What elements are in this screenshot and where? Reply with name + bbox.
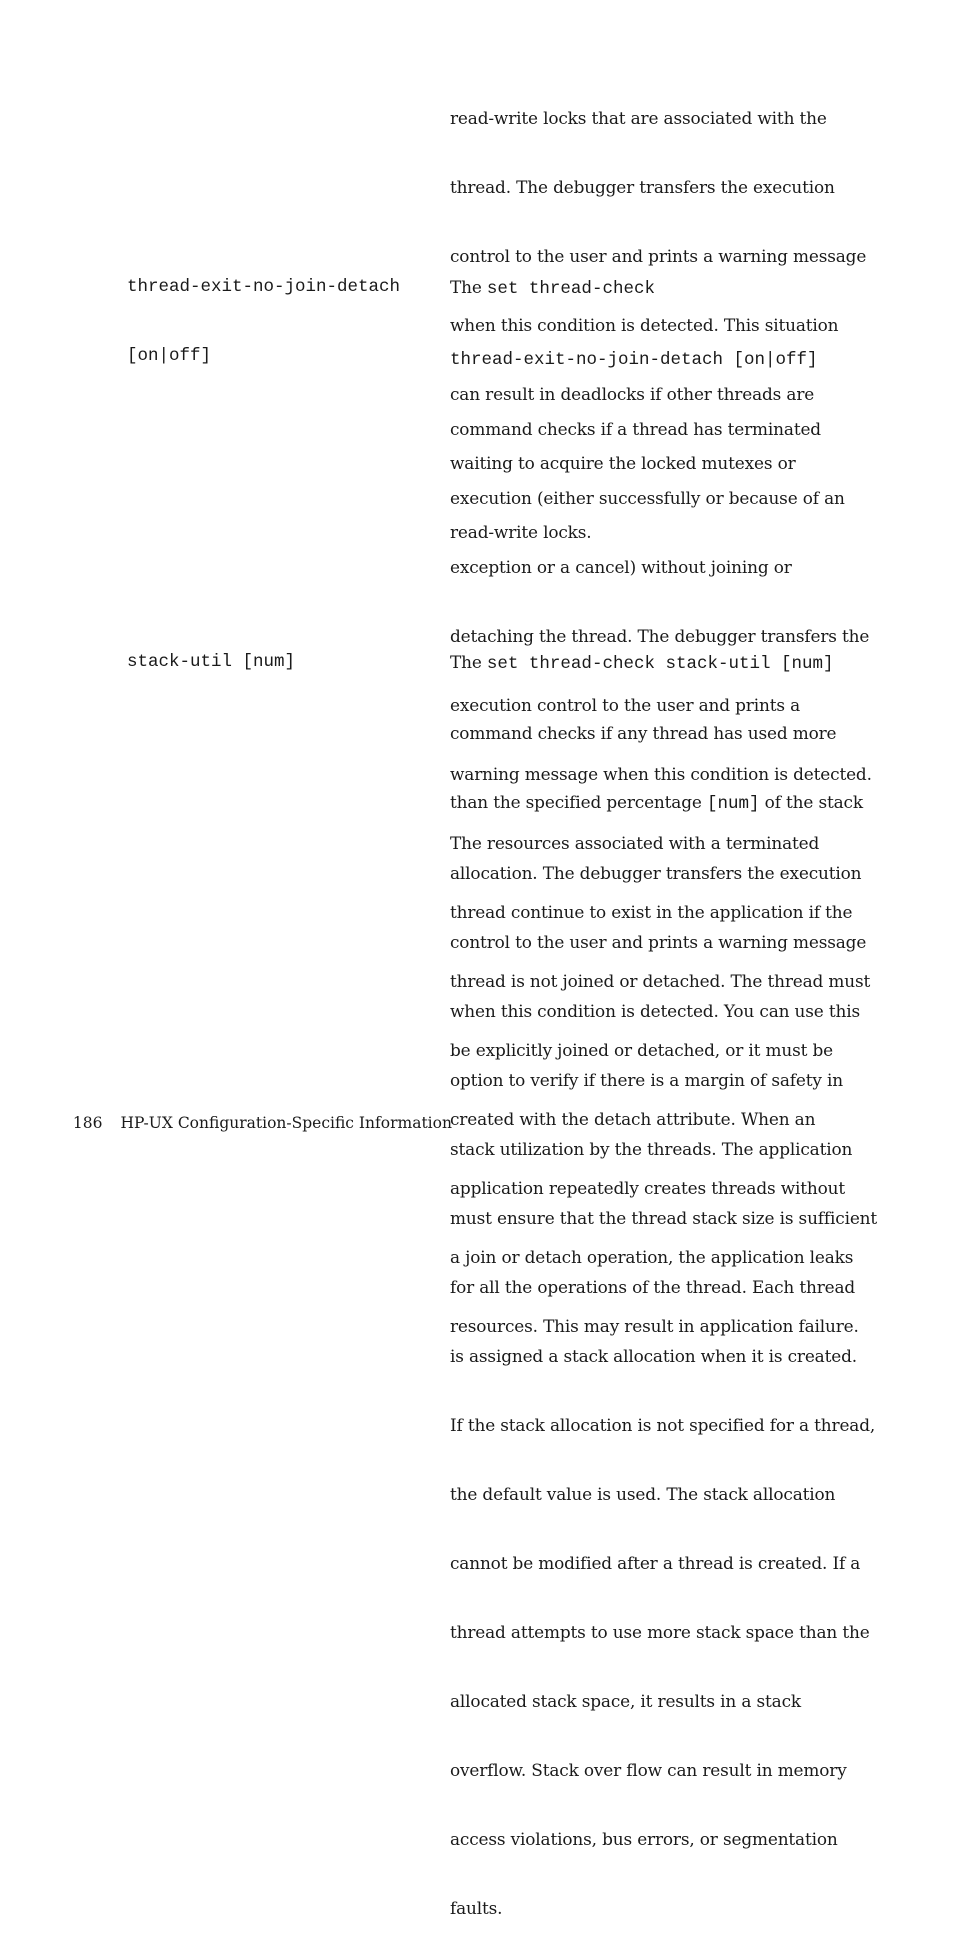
option-term-stack-util — [127, 605, 295, 697]
intro-line — [450, 651, 862, 676]
paragraph-line: read-write locks that are associated with the — [450, 108, 827, 128]
paragraph-line: thread. The debugger transfers the execution — [450, 177, 835, 197]
paragraph-line: warning message when this condition is detected. — [450, 764, 872, 784]
page-footer — [63, 1093, 452, 1133]
paragraph-line: execution control to the user and prints a — [450, 695, 801, 715]
intro-line — [450, 791, 862, 816]
paragraph-line: detaching the thread. The debugger transfers the — [450, 626, 870, 646]
intro-line: command checks if any thread has used more — [450, 723, 837, 743]
intro-prefix: than the specified percentage — [450, 792, 707, 812]
intro-suffix: of the stack — [759, 792, 863, 812]
paragraph-line: thread is not joined or detached. The thread must — [450, 971, 871, 991]
paragraph-line: allocated stack space, it results in a stack — [450, 1691, 801, 1711]
intro-prefix: The — [450, 652, 487, 672]
paragraph-line: for all the operations of the thread. Each thread — [450, 1277, 856, 1297]
intro-prefix: The — [450, 277, 487, 297]
paragraph-line: execution (either successfully or because of an — [450, 488, 845, 508]
paragraph-line: access violations, bus errors, or segmentation — [450, 1829, 838, 1849]
paragraph-line: cannot be modified after a thread is created. If a — [450, 1553, 861, 1573]
paragraph-line: The resources associated with a terminated — [450, 833, 820, 853]
paragraph-line: overflow. Stack over flow can result in memory — [450, 1760, 847, 1780]
term-line: thread-exit-no-join-detach — [127, 277, 401, 297]
term-line: stack-util [num] — [127, 652, 296, 672]
paragraph-line: application repeatedly creates threads without — [450, 1178, 846, 1198]
paragraph-line: when this condition is detected. You can use this — [450, 1001, 861, 1021]
page-number: 186 — [72, 1114, 103, 1132]
option-description-stack-util — [450, 605, 878, 1943]
paragraph-line: read-write locks. — [450, 522, 592, 542]
paragraph-line: allocation. The debugger transfers the execution — [450, 863, 862, 883]
paragraph-line: thread continue to exist in the application if the — [450, 902, 853, 922]
paragraph-line: is assigned a stack allocation when it is created. — [450, 1346, 857, 1366]
argument-code: [num] — [706, 794, 760, 814]
option-term-thread-exit-no-join-detach — [127, 230, 400, 391]
paragraph-line: a join or detach operation, the application leaks — [450, 1247, 854, 1267]
paragraph-line: option to verify if there is a margin of safety in — [450, 1070, 843, 1090]
paragraph-line: waiting to acquire the locked mutexes or — [450, 453, 796, 473]
paragraph-line: stack utilization by the threads. The application — [450, 1139, 853, 1159]
intro-line — [450, 347, 862, 372]
intro-line — [450, 276, 862, 301]
paragraph-line: exception or a cancel) without joining or — [450, 557, 792, 577]
term-line: [on|off] — [127, 346, 212, 366]
paragraph-line: be explicitly joined or detached, or it must be — [450, 1040, 833, 1060]
paragraph-line: thread attempts to use more stack space than the — [450, 1622, 870, 1642]
command-code: thread-exit-no-join-detach [on|off] — [450, 350, 818, 370]
paragraph-line: resources. This may result in application failure. — [450, 1316, 859, 1336]
paragraph-line: created with the detach attribute. When an — [450, 1109, 816, 1129]
paragraph-line: command checks if a thread has terminated — [450, 419, 821, 439]
command-code: set thread-check stack-util [num] — [486, 654, 834, 674]
paragraph-line: faults. — [450, 1898, 503, 1918]
paragraph-line: when this condition is detected. This situation — [450, 315, 839, 335]
paragraph-line: can result in deadlocks if other threads are — [450, 384, 815, 404]
paragraph-line: control to the user and prints a warning message — [450, 246, 867, 266]
command-code: set thread-check — [486, 279, 655, 299]
paragraph-line: If the stack allocation is not specified for a thread, — [450, 1415, 876, 1435]
paragraph-line: the default value is used. The stack allocation — [450, 1484, 836, 1504]
section-title: HP-UX Configuration-Specific Information — [120, 1114, 452, 1132]
paragraph-line: control to the user and prints a warning message — [450, 932, 867, 952]
paragraph-line: must ensure that the thread stack size is sufficient — [450, 1208, 878, 1228]
